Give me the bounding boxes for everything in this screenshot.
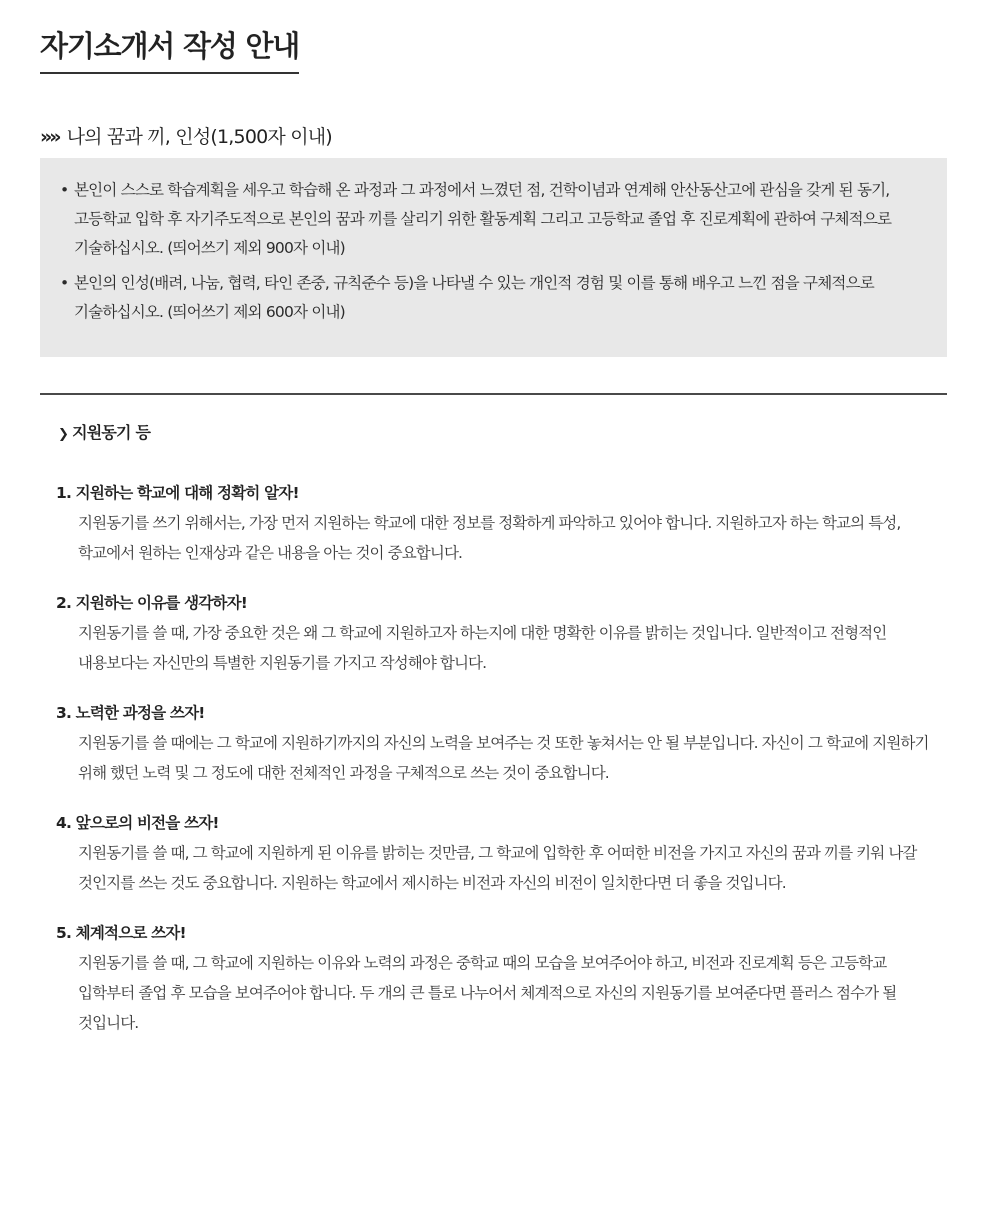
- page-title: 자기소개서 작성 안내: [40, 24, 299, 74]
- tip-title: 2. 지원하는 이유를 생각하자!: [56, 594, 248, 612]
- title-block: [40, 24, 299, 74]
- tip-body: 지원동기를 쓰기 위해서는, 가장 먼저 지원하는 학교에 대한 정보를 정확하게 파악하고 있어야 합니다. 지원하고자 하는 학교의 특성, 학교에서 원하는 인재상과 같은 내용을 아는 것이 중요합니다.: [78, 514, 901, 562]
- tip-item: [56, 698, 932, 788]
- guide-box: [40, 158, 947, 357]
- tip-body: 지원동기를 쓸 때에는 그 학교에 지원하기까지의 자신의 노력을 보여주는 것 또한 놓쳐서는 안 될 부분입니다. 자신이 그 학교에 지원하기 위해 했던 노력 및 그 정도에 대한 전체적인 과정을 구체적으로 쓰는 것이 중요합니다.: [78, 734, 929, 782]
- guide-item-text: 본인이 스스로 학습계획을 세우고 학습해 온 과정과 그 과정에서 느꼈던 점, 건학이념과 연계해 안산동산고에 관심을 갖게 된 동기, 고등학교 입학 후 자기주도적으로 본인의 꿈과 끼를 살리기 위한 활동계획 그리고 고등학교 졸업 후 진로계획에 관하여 구체적으로 기술하십시오. (띄어쓰기 제외 900자 이내): [74, 181, 892, 257]
- guide-item: [60, 176, 927, 263]
- subtitle: [40, 122, 332, 149]
- subtitle-text: 나의 꿈과 끼, 인성(1,500자 이내): [66, 126, 332, 148]
- tip-title: 1. 지원하는 학교에 대해 정확히 알자!: [56, 484, 299, 502]
- tip-title: 3. 노력한 과정을 쓰자!: [56, 704, 205, 722]
- double-chevron-icon: »»: [40, 126, 59, 148]
- tip-title: 4. 앞으로의 비전을 쓰자!: [56, 814, 219, 832]
- section-heading-text: 지원동기 등: [72, 423, 151, 442]
- tip-item: [56, 808, 932, 898]
- tips-list: [56, 478, 932, 1058]
- section-heading: [58, 420, 150, 443]
- section-divider: [40, 393, 947, 395]
- bullet-icon: •: [60, 274, 69, 292]
- tip-body: 지원동기를 쓸 때, 그 학교에 지원하는 이유와 노력의 과정은 중학교 때의 모습을 보여주어야 하고, 비전과 진로계획 등은 고등학교 입학부터 졸업 후 모습을 보여주어야 합니다. 두 개의 큰 틀로 나누어서 체계적으로 자신의 지원동기를 보여준다면 플러스 점수가 될 것입니다.: [78, 954, 897, 1032]
- guide-item: [60, 269, 927, 327]
- tip-body: 지원동기를 쓸 때, 그 학교에 지원하게 된 이유를 밝히는 것만큼, 그 학교에 입학한 후 어떠한 비전을 가지고 자신의 꿈과 끼를 키워 나갈 것인지를 쓰는 것도 중요합니다. 지원하는 학교에서 제시하는 비전과 자신의 비전이 일치한다면 더 좋을 것입니다.: [78, 844, 917, 892]
- tip-body: 지원동기를 쓸 때, 가장 중요한 것은 왜 그 학교에 지원하고자 하는지에 대한 명확한 이유를 밝히는 것입니다. 일반적이고 전형적인 내용보다는 자신만의 특별한 지원동기를 가지고 작성해야 합니다.: [78, 624, 887, 672]
- tip-title: 5. 체계적으로 쓰자!: [56, 924, 186, 942]
- guide-item-text: 본인의 인성(배려, 나눔, 협력, 타인 존중, 규칙준수 등)을 나타낼 수 있는 개인적 경험 및 이를 통해 배우고 느낀 점을 구체적으로 기술하십시오. (띄어쓰기 제외 600자 이내): [74, 274, 874, 321]
- tip-item: [56, 918, 932, 1038]
- tip-item: [56, 588, 932, 678]
- chevron-right-icon: ❯: [58, 427, 69, 442]
- bullet-icon: •: [60, 181, 69, 199]
- tip-item: [56, 478, 932, 568]
